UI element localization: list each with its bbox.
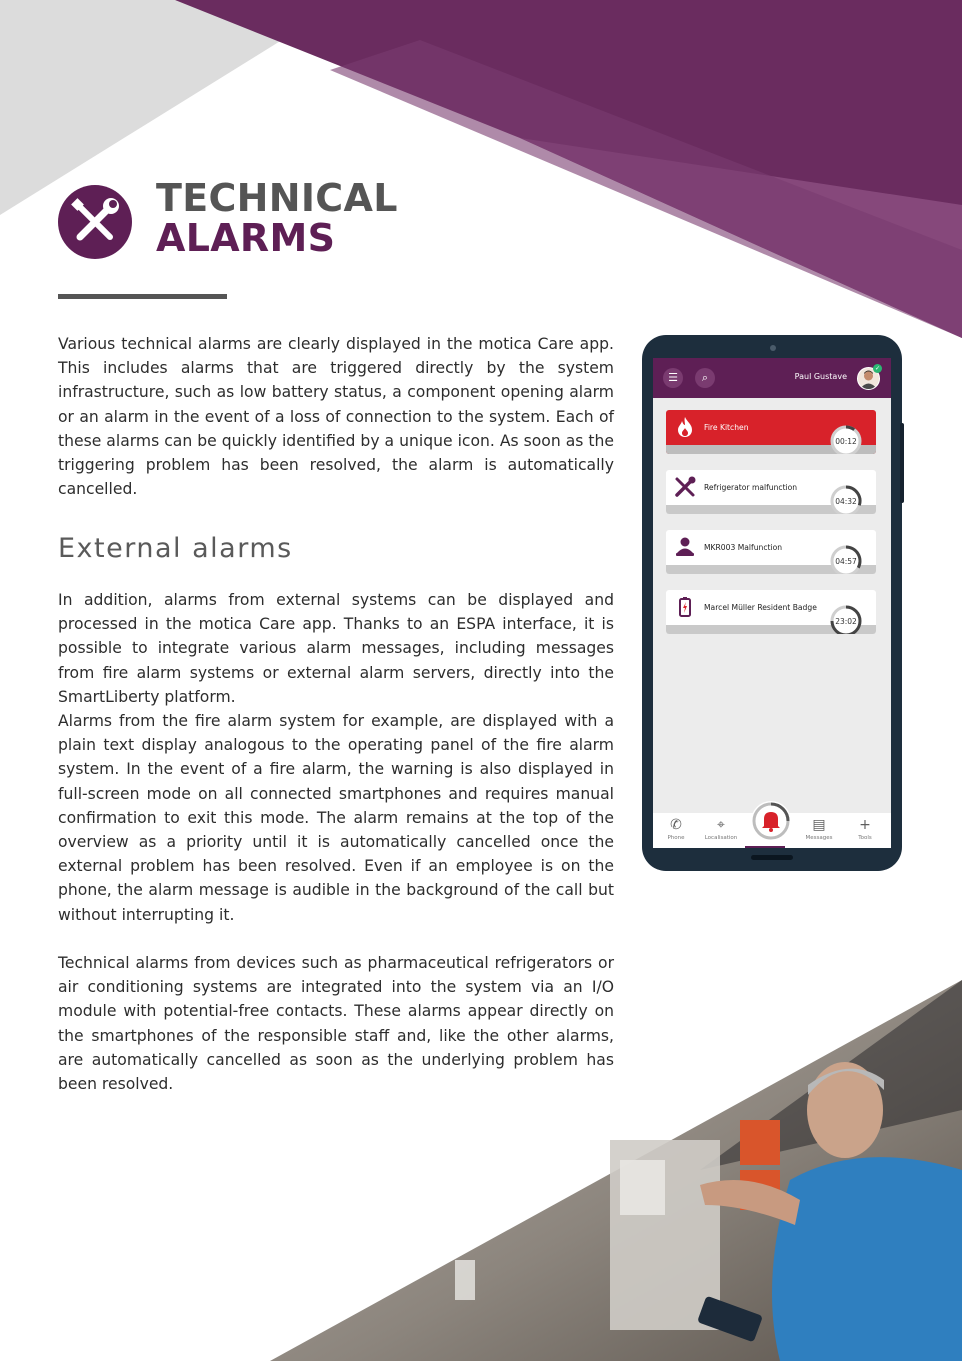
alarm-timer: 04:32 bbox=[835, 497, 857, 506]
phone-icon: ✆ bbox=[670, 817, 682, 833]
alarm-label: Fire Kitchen bbox=[704, 423, 749, 432]
alarm-card-fire-kitchen[interactable] bbox=[666, 410, 876, 454]
hamburger-icon[interactable]: ☰ bbox=[663, 368, 683, 388]
battery-low-icon bbox=[674, 596, 696, 618]
alarm-card-resident-badge[interactable] bbox=[666, 590, 876, 634]
plus-icon: + bbox=[859, 817, 871, 833]
page-title bbox=[156, 178, 398, 258]
external-paragraph-3: Technical alarms from devices such as pharmaceutical refrigerators or air conditioning systems are integrated into the system via an I/O module with potential-free contacts. These alarms appear directly on the smartphones of the responsible staff and, like the other alarms, are automatically cancelled as soon as the underlying problem has been resolved. bbox=[58, 954, 614, 1094]
phone-home-indicator bbox=[751, 855, 793, 860]
location-pin-icon: ⌖ bbox=[717, 817, 725, 833]
title-divider bbox=[58, 294, 227, 299]
tab-label: Tools bbox=[858, 835, 872, 841]
phone-camera bbox=[770, 345, 776, 351]
tab-tools[interactable] bbox=[845, 817, 885, 841]
section-heading-external-alarms: External alarms bbox=[58, 533, 293, 564]
external-paragraph-2: Alarms from the fire alarm system for example, are displayed with a plain text display analogous to the operating panel of the fire alarm system. In the event of a fire alarm, the warning is also displayed in full-screen mode on all connected smartphones and requires manual confirmation to exit this mode. The alarm remains at the top of the overview as a priority until it is automatically cancelled once the external problem has been resolved. Even if an employee is on the phone, the alarm message is audible in the background of the call but without interrupting it. bbox=[58, 712, 614, 924]
alarm-card-mkr003[interactable] bbox=[666, 530, 876, 574]
app-header bbox=[653, 358, 891, 398]
online-status-icon: ✓ bbox=[874, 365, 881, 372]
title-line-1: TECHNICAL bbox=[156, 176, 398, 220]
alarm-timer: 04:57 bbox=[835, 557, 857, 566]
user-name: Paul Gustave bbox=[794, 372, 847, 381]
alarm-timer: 00:12 bbox=[835, 437, 857, 446]
tab-messages[interactable] bbox=[799, 817, 839, 841]
tools-icon bbox=[674, 476, 696, 498]
alarm-card-refrigerator[interactable] bbox=[666, 470, 876, 514]
alarm-bell-button[interactable] bbox=[751, 801, 791, 841]
alarm-label: MKR003 Malfunction bbox=[704, 543, 783, 552]
tab-phone[interactable] bbox=[656, 817, 696, 841]
tab-label: Localisation bbox=[704, 835, 738, 841]
alarm-timer: 23:02 bbox=[835, 617, 857, 626]
phone-side-button bbox=[900, 423, 904, 503]
intro-paragraph: Various technical alarms are clearly displayed in the motica Care app. This includes alarms that are triggered directly by the system infrastructure, such as low battery status, a component opening alarm or an alarm in the event of a loss of connection to the system. Each of these alarms can be quickly identified by a unique icon. As soon as the triggering problem has been resolved, the alarm is automatically cancelled. bbox=[58, 335, 614, 499]
phone-mockup bbox=[642, 335, 902, 871]
tab-label: Messages bbox=[805, 835, 833, 841]
alarm-label: Marcel Müller Resident Badge bbox=[704, 603, 817, 612]
alarm-label: Refrigerator malfunction bbox=[704, 483, 798, 492]
resident-icon bbox=[674, 536, 696, 558]
tab-label: Phone bbox=[667, 835, 685, 841]
tab-localisation[interactable] bbox=[701, 817, 741, 841]
external-paragraph-1: In addition, alarms from external systems can be displayed and processed in the motica Care app. Thanks to an ESPA interface, it is possible to integrate various alarm messages, including messages from fire alarm systems or external alarm servers, directly into the SmartLiberty platform. bbox=[58, 591, 614, 706]
search-icon[interactable]: ⌕ bbox=[695, 368, 715, 388]
phone-screen bbox=[653, 358, 891, 848]
flame-icon bbox=[674, 416, 696, 438]
message-icon: ▤ bbox=[812, 817, 826, 833]
title-line-2: ALARMS bbox=[156, 216, 336, 260]
wrench-screwdriver-icon bbox=[58, 185, 132, 259]
active-tab-indicator bbox=[745, 846, 785, 848]
